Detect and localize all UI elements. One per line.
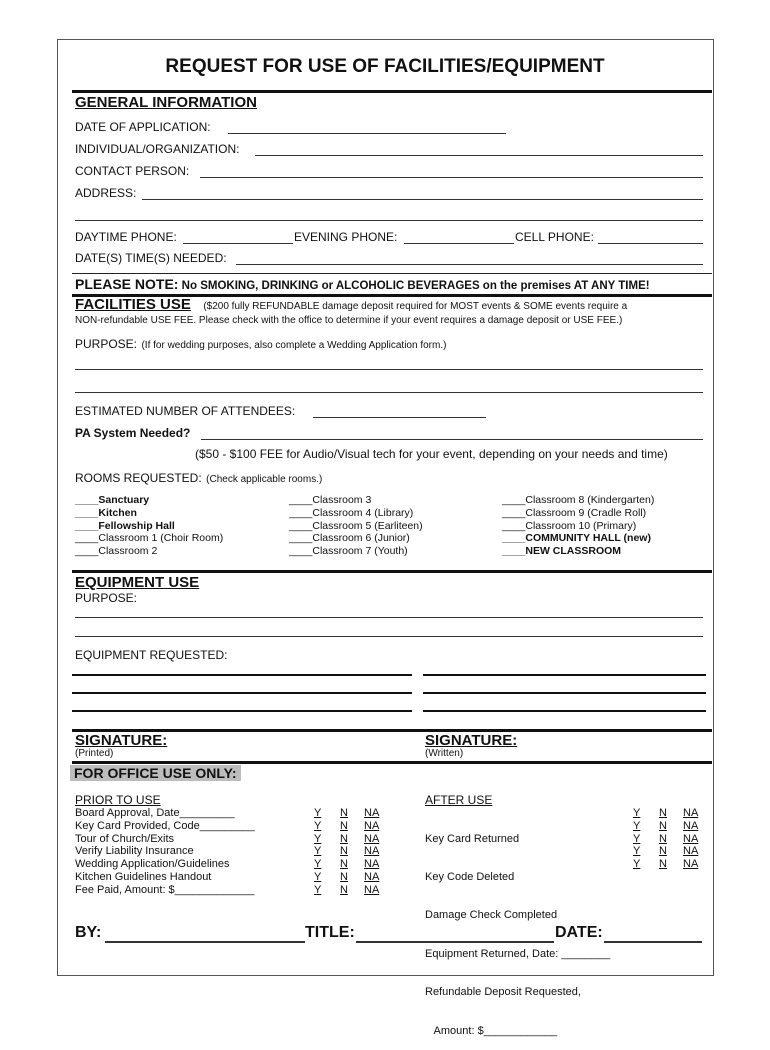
rooms-requested-label: ROOMS REQUESTED: (75, 471, 202, 485)
room-option[interactable]: ____Kitchen (75, 506, 137, 519)
facilities-heading-row (75, 296, 627, 314)
yes-option[interactable]: Y (314, 870, 322, 883)
na-option[interactable]: NA (364, 870, 380, 883)
no-option[interactable]: N (659, 819, 667, 832)
daytime-phone-field[interactable] (183, 243, 293, 244)
na-option[interactable]: NA (683, 832, 699, 845)
signature-written-note: (Written) (425, 748, 464, 759)
yes-option[interactable]: Y (633, 807, 641, 819)
equipment-purpose-label: PURPOSE: (75, 591, 138, 605)
cell-phone-label: CELL PHONE: (515, 230, 594, 244)
deposit-note-line1: ($200 fully REFUNDABLE damage deposit required for MOST events & SOME events require a (203, 301, 628, 312)
na-option[interactable]: NA (683, 858, 699, 871)
na-option[interactable]: NA (364, 883, 380, 896)
by-label: BY: (75, 924, 102, 941)
signature-written-label: SIGNATURE: (425, 732, 518, 749)
room-option[interactable]: ____Classroom 3 (289, 494, 372, 506)
na-option[interactable]: NA (683, 807, 699, 819)
yes-option[interactable]: Y (314, 819, 322, 832)
room-option[interactable]: ____NEW CLASSROOM (502, 545, 622, 558)
prior-item[interactable]: Tour of Church/Exits (75, 832, 175, 845)
equipment-purpose-line2[interactable] (75, 636, 703, 637)
pa-system-field[interactable] (201, 439, 703, 440)
no-option[interactable]: N (340, 845, 348, 858)
by-field[interactable] (105, 941, 305, 943)
na-option[interactable]: NA (364, 858, 380, 871)
room-option[interactable]: ____Classroom 4 (Library) (289, 506, 414, 519)
no-option[interactable]: N (340, 807, 348, 819)
signature-printed-label: SIGNATURE: (75, 732, 168, 749)
please-note-text: No SMOKING, DRINKING or ALCOHOLIC BEVERAGES on the premises AT ANY TIME! (181, 280, 650, 292)
prior-y-column (314, 807, 321, 897)
no-option[interactable]: N (659, 845, 667, 858)
equipment-line[interactable] (72, 692, 412, 694)
no-option[interactable]: N (659, 807, 667, 819)
room-option[interactable]: ____Fellowship Hall (75, 519, 175, 532)
title-label: TITLE: (305, 924, 355, 941)
prior-to-use-heading: PRIOR TO USE (75, 793, 161, 807)
facilities-heading: FACILITIES USE (75, 296, 191, 313)
evening-phone-field[interactable] (404, 243, 514, 244)
after-item[interactable]: Key Card Returned (425, 832, 520, 845)
address-field[interactable] (142, 199, 703, 200)
yes-option[interactable]: Y (314, 883, 322, 896)
purpose-note: (If for wedding purposes, also complete a Wedding Application form.) (141, 340, 447, 351)
divider (72, 273, 712, 274)
page-title: REQUEST FOR USE OF FACILITIES/EQUIPMENT (165, 56, 605, 77)
no-option[interactable]: N (340, 819, 348, 832)
general-heading: GENERAL INFORMATION (75, 94, 257, 111)
prior-item[interactable]: Wedding Application/Guidelines (75, 858, 230, 871)
no-option[interactable]: N (340, 870, 348, 883)
after-item[interactable]: Equipment Returned, Date: ________ (425, 947, 611, 960)
title-field[interactable] (356, 941, 554, 943)
no-option[interactable]: N (659, 832, 667, 845)
attendees-label: ESTIMATED NUMBER OF ATTENDEES: (75, 404, 296, 418)
organization-label: INDIVIDUAL/ORGANIZATION: (75, 142, 240, 156)
yes-option[interactable]: Y (314, 807, 322, 819)
please-note-label: PLEASE NOTE: (75, 276, 179, 292)
rooms-row (75, 469, 322, 487)
date-of-application-field[interactable] (228, 133, 506, 134)
yes-option[interactable]: Y (633, 858, 641, 871)
evening-phone-label: EVENING PHONE: (294, 230, 398, 244)
na-option[interactable]: NA (364, 807, 380, 819)
prior-item[interactable]: Board Approval, Date_________ (75, 807, 235, 819)
after-item[interactable]: Refundable Deposit Requested, (425, 986, 581, 999)
na-option[interactable]: NA (683, 845, 699, 858)
room-option[interactable]: ____Classroom 10 (Primary) (502, 519, 637, 532)
av-fee-note: ($50 - $100 FEE for Audio/Visual tech for your event, depending on your needs and time) (195, 447, 668, 461)
equipment-requested-label: EQUIPMENT REQUESTED: (75, 648, 228, 662)
section-rule (72, 90, 712, 93)
address-field-line2[interactable] (75, 220, 703, 221)
rooms-column-1 (75, 494, 223, 558)
equipment-line[interactable] (423, 692, 706, 694)
rooms-note: (Check applicable rooms.) (206, 474, 323, 485)
equipment-line[interactable] (72, 710, 412, 712)
deposit-note-line2: NON-refundable USE FEE. Please check with the office to determine if your event requires a damage deposit or USE FEE.) (75, 315, 623, 326)
prior-item[interactable]: Fee Paid, Amount: $_____________ (75, 883, 255, 896)
yes-option[interactable]: Y (314, 858, 322, 871)
prior-item[interactable]: Key Card Provided, Code_________ (75, 819, 255, 832)
na-option[interactable]: NA (683, 819, 699, 832)
room-option[interactable]: ____Sanctuary (75, 494, 150, 506)
after-item[interactable]: Key Code Deleted (425, 870, 515, 883)
yes-option[interactable]: Y (314, 845, 322, 858)
after-use-heading: AFTER USE (425, 793, 493, 807)
rooms-column-3 (502, 494, 654, 558)
prior-item[interactable]: Verify Liability Insurance (75, 845, 194, 858)
no-option[interactable]: N (340, 883, 348, 896)
room-option[interactable]: ____Classroom 1 (Choir Room) (75, 532, 224, 545)
yes-option[interactable]: Y (633, 845, 641, 858)
yes-option[interactable]: Y (633, 819, 641, 832)
prior-na-column (364, 807, 379, 897)
after-y-column (633, 807, 640, 871)
purpose-row (75, 335, 446, 353)
dates-times-field[interactable] (236, 264, 703, 265)
equipment-purpose-line1[interactable] (75, 617, 703, 618)
contact-person-field[interactable] (200, 177, 703, 178)
after-item[interactable]: Damage Check Completed (425, 909, 558, 922)
organization-field[interactable] (255, 155, 703, 156)
yes-option[interactable]: Y (314, 832, 322, 845)
prior-n-column (340, 807, 348, 897)
equipment-line[interactable] (423, 674, 706, 676)
date-label: DATE: (555, 924, 603, 941)
after-na-column (683, 807, 698, 871)
na-option[interactable]: NA (364, 819, 380, 832)
equipment-line[interactable] (423, 710, 706, 712)
room-option[interactable]: ____COMMUNITY HALL (new) (502, 532, 651, 545)
na-option[interactable]: NA (364, 832, 380, 845)
purpose-field-line1[interactable] (75, 369, 703, 370)
section-rule (72, 761, 712, 764)
prior-items (75, 807, 255, 897)
no-option[interactable]: N (659, 858, 667, 871)
date-field[interactable] (604, 941, 702, 943)
cell-phone-field[interactable] (598, 243, 703, 244)
room-option[interactable]: ____Classroom 5 (Earliteen) (289, 519, 423, 532)
after-n-column (659, 807, 667, 871)
section-rule (72, 729, 712, 732)
signature-printed-note: (Printed) (75, 748, 114, 759)
after-item[interactable]: Amount: $____________ (425, 1024, 558, 1037)
date-of-application-label: DATE OF APPLICATION: (75, 120, 211, 134)
equipment-heading: EQUIPMENT USE (75, 574, 200, 591)
room-option[interactable]: ____Classroom 9 (Cradle Roll) (502, 506, 647, 519)
please-note (75, 276, 650, 292)
purpose-field-line2[interactable] (75, 392, 703, 393)
no-option[interactable]: N (340, 832, 348, 845)
purpose-label: PURPOSE: (75, 337, 138, 351)
room-option[interactable]: ____Classroom 8 (Kindergarten) (502, 494, 655, 506)
room-option[interactable]: ____Classroom 7 (Youth) (289, 545, 408, 558)
room-option[interactable]: ____Classroom 2 (75, 545, 158, 558)
rooms-column-2 (289, 494, 423, 558)
equipment-line[interactable] (72, 674, 412, 676)
dates-times-label: DATE(S) TIME(S) NEEDED: (75, 251, 227, 265)
pa-system-label: PA System Needed? (75, 426, 191, 440)
yes-option[interactable]: Y (633, 832, 641, 845)
section-rule (72, 570, 712, 573)
daytime-phone-label: DAYTIME PHONE: (75, 230, 177, 244)
attendees-field[interactable] (313, 417, 486, 418)
no-option[interactable]: N (340, 858, 348, 871)
address-label: ADDRESS: (75, 186, 137, 200)
room-option[interactable]: ____Classroom 6 (Junior) (289, 532, 410, 545)
prior-item[interactable]: Kitchen Guidelines Handout (75, 870, 212, 883)
office-use-heading: FOR OFFICE USE ONLY: (70, 765, 241, 781)
contact-person-label: CONTACT PERSON: (75, 164, 190, 178)
na-option[interactable]: NA (364, 845, 380, 858)
